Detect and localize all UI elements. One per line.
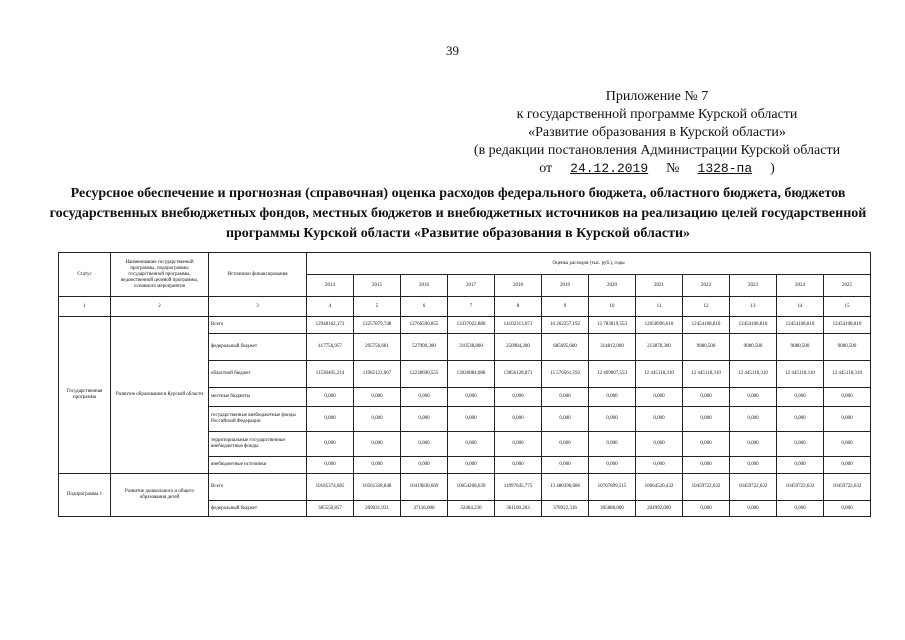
- row-funding-source: местные бюджеты: [209, 388, 307, 407]
- row-value-cell: 0,000: [730, 407, 777, 432]
- table-row: [59, 474, 871, 501]
- row-value-cell: 10185374,685: [307, 474, 354, 501]
- annex-line-3: «Развитие образования в Курской области»: [528, 125, 786, 140]
- row-value-cell: 10459722,632: [777, 474, 824, 501]
- row-value-cell: 12454108,810: [683, 317, 730, 334]
- row-value-cell: 13856128,871: [495, 361, 542, 388]
- row-value-cell: 9080,500: [730, 334, 777, 361]
- row-value-cell: 305888,800: [589, 501, 636, 517]
- row-value-cell: 0,000: [401, 407, 448, 432]
- row-value-cell: 0,000: [730, 388, 777, 407]
- row-value-cell: 0,000: [307, 457, 354, 474]
- row-value-cell: 0,000: [683, 407, 730, 432]
- row-value-cell: 10664520,432: [636, 474, 683, 501]
- row-value-cell: 12658996,610: [636, 317, 683, 334]
- row-value-cell: 0,000: [777, 407, 824, 432]
- row-value-cell: 0,000: [636, 457, 683, 474]
- row-value-cell: 314812,000: [589, 334, 636, 361]
- row-value-cell: 0,000: [589, 388, 636, 407]
- row-value-cell: 0,000: [777, 457, 824, 474]
- row-value-cell: 0,000: [589, 432, 636, 457]
- row-value-cell: 12238690,555: [401, 361, 448, 388]
- row-value-cell: 12 445118,310: [730, 361, 777, 388]
- column-index: 9: [542, 297, 589, 317]
- annex-date-line: [447, 160, 867, 178]
- column-index: 13: [730, 297, 777, 317]
- header-year: 2015: [354, 275, 401, 297]
- row-value-cell: 9080,500: [777, 334, 824, 361]
- row-value-cell: 0,000: [354, 388, 401, 407]
- header-source: Источники финансирования: [209, 253, 307, 297]
- row-value-cell: 10459722,632: [730, 474, 777, 501]
- row-funding-source: областной бюджет: [209, 361, 307, 388]
- row-value-cell: 0,000: [777, 501, 824, 517]
- row-value-cell: 9080,500: [824, 334, 871, 361]
- funding-table: [58, 252, 871, 517]
- row-value-cell: 0,000: [542, 407, 589, 432]
- row-value-cell: 0,000: [354, 457, 401, 474]
- row-value-cell: 0,000: [542, 388, 589, 407]
- column-index: 7: [448, 297, 495, 317]
- header-year: 2019: [542, 275, 589, 297]
- annex-header: [447, 88, 867, 178]
- row-value-cell: 12257879,748: [354, 317, 401, 334]
- column-index: 12: [683, 297, 730, 317]
- row-value-cell: 16 262257,192: [542, 317, 589, 334]
- row-value-cell: 13337022,880: [448, 317, 495, 334]
- decree-date: 24.12.2019: [570, 161, 649, 176]
- row-status: Государственная программа: [59, 317, 111, 474]
- row-funding-source: Всего: [209, 474, 307, 501]
- header-year: 2017: [448, 275, 495, 297]
- row-value-cell: 12454108,810: [777, 317, 824, 334]
- row-value-cell: 14102313,071: [495, 317, 542, 334]
- row-value-cell: 0,000: [683, 388, 730, 407]
- decree-number: 1328-па: [697, 161, 753, 176]
- row-value-cell: 12766590,855: [401, 317, 448, 334]
- row-value-cell: 0,000: [401, 432, 448, 457]
- date-prefix: от: [539, 161, 553, 176]
- row-value-cell: 0,000: [730, 457, 777, 474]
- row-value-cell: 250984,200: [495, 334, 542, 361]
- row-value-cell: 378922,316: [542, 501, 589, 517]
- row-value-cell: 10459722,632: [683, 474, 730, 501]
- row-value-cell: 10561328,848: [354, 474, 401, 501]
- row-value-cell: 213878,300: [636, 334, 683, 361]
- row-value-cell: 269031,931: [354, 501, 401, 517]
- row-value-cell: 12 783819,553: [589, 317, 636, 334]
- row-value-cell: 0,000: [683, 501, 730, 517]
- row-value-cell: 0,000: [589, 457, 636, 474]
- row-value-cell: 12 445118,310: [824, 361, 871, 388]
- header-year: 2016: [401, 275, 448, 297]
- row-value-cell: 0,000: [401, 457, 448, 474]
- row-value-cell: 13026084,088: [448, 361, 495, 388]
- document-title: Ресурсное обеспечение и прогнозная (справочная) оценка расходов федерального бюджета, областного бюджета, бюджетов государственных внебюджетных фондов, местных бюджетов и внебюджетных источников на реализацию целей государственной программы Курской области «Развитие образования в Курской области»: [49, 186, 867, 241]
- header-year: 2018: [495, 275, 542, 297]
- row-value-cell: 15 576561,592: [542, 361, 589, 388]
- row-value-cell: 11997645,775: [495, 474, 542, 501]
- row-value-cell: 12454108,810: [730, 317, 777, 334]
- row-value-cell: 12 445118,310: [683, 361, 730, 388]
- row-value-cell: 12454108,810: [824, 317, 871, 334]
- row-value-cell: 0,000: [824, 407, 871, 432]
- row-value-cell: 361100,263: [495, 501, 542, 517]
- row-value-cell: 0,000: [824, 432, 871, 457]
- column-index: 4: [307, 297, 354, 317]
- row-value-cell: 0,000: [495, 407, 542, 432]
- row-value-cell: 0,000: [401, 388, 448, 407]
- row-program-name: Развитие образования в Курской области: [111, 317, 209, 474]
- closing-paren: ): [770, 161, 775, 176]
- row-value-cell: 12948162,173: [307, 317, 354, 334]
- row-funding-source: федеральный бюджет: [209, 501, 307, 517]
- header-year: 2022: [683, 275, 730, 297]
- row-value-cell: 0,000: [824, 388, 871, 407]
- row-value-cell: 385550,857: [307, 501, 354, 517]
- header-name: Наименование государственной программы, подпрограммы государственной программы, ведомственной целевой программы, основного мероприятия: [111, 253, 209, 297]
- row-value-cell: 11530405,214: [307, 361, 354, 388]
- column-index: 1: [59, 297, 111, 317]
- row-value-cell: 0,000: [777, 388, 824, 407]
- annex-line-4: (в редакции постановления Администрации Курской области: [473, 143, 841, 158]
- row-value-cell: 527900,300: [401, 334, 448, 361]
- row-value-cell: 10654268,639: [448, 474, 495, 501]
- column-index: 11: [636, 297, 683, 317]
- row-value-cell: 32464,230: [448, 501, 495, 517]
- row-funding-source: государственные внебюджетные фонды Российской Федерации: [209, 407, 307, 432]
- row-value-cell: 12 445118,310: [777, 361, 824, 388]
- row-value-cell: 9080,500: [683, 334, 730, 361]
- column-index: 5: [354, 297, 401, 317]
- row-funding-source: Всего: [209, 317, 307, 334]
- header-year: 2014: [307, 275, 354, 297]
- row-value-cell: 0,000: [777, 432, 824, 457]
- row-value-cell: 0,000: [354, 432, 401, 457]
- column-index: 2: [111, 297, 209, 317]
- row-value-cell: 0,000: [636, 432, 683, 457]
- column-index: 6: [401, 297, 448, 317]
- annex-line-2: к государственной программе Курской области: [516, 107, 798, 122]
- row-value-cell: 310538,800: [448, 334, 495, 361]
- row-value-cell: 295756,681: [354, 334, 401, 361]
- header-year: 2024: [777, 275, 824, 297]
- header-estimate: Оценка расходов (тыс. руб.), годы: [307, 253, 871, 275]
- row-value-cell: 0,000: [307, 432, 354, 457]
- number-prefix: №: [666, 161, 680, 176]
- row-value-cell: 0,000: [354, 407, 401, 432]
- row-value-cell: 13 480396,686: [542, 474, 589, 501]
- header-year: 2023: [730, 275, 777, 297]
- row-value-cell: 0,000: [448, 432, 495, 457]
- row-value-cell: 0,000: [824, 457, 871, 474]
- row-value-cell: 0,000: [636, 388, 683, 407]
- column-index: 10: [589, 297, 636, 317]
- header-year: 2021: [636, 275, 683, 297]
- header-year: 2020: [589, 275, 636, 297]
- annex-line-1: Приложение № 7: [605, 89, 709, 104]
- row-value-cell: 0,000: [542, 432, 589, 457]
- column-index: 8: [495, 297, 542, 317]
- row-funding-source: внебюджетные источники: [209, 457, 307, 474]
- row-value-cell: 0,000: [730, 432, 777, 457]
- column-index: 14: [777, 297, 824, 317]
- row-value-cell: 12 445118,310: [636, 361, 683, 388]
- row-program-name: Развитие дошкольного и общего образования детей: [111, 474, 209, 517]
- row-value-cell: 0,000: [683, 432, 730, 457]
- header-status: Статус: [59, 253, 111, 297]
- row-funding-source: федеральный бюджет: [209, 334, 307, 361]
- row-value-cell: 10419830,669: [401, 474, 448, 501]
- row-value-cell: 0,000: [495, 432, 542, 457]
- column-index-row: [59, 297, 871, 317]
- row-value-cell: 0,000: [307, 407, 354, 432]
- row-value-cell: 0,000: [495, 388, 542, 407]
- row-value-cell: 12 469007,553: [589, 361, 636, 388]
- column-index: 3: [209, 297, 307, 317]
- row-value-cell: 0,000: [683, 457, 730, 474]
- row-status: Подпрограмма 1: [59, 474, 111, 517]
- column-index: 15: [824, 297, 871, 317]
- page-number: 39: [446, 43, 459, 58]
- row-value-cell: 0,000: [448, 407, 495, 432]
- row-value-cell: 0,000: [448, 457, 495, 474]
- row-value-cell: 10767899,515: [589, 474, 636, 501]
- row-value-cell: 417756,957: [307, 334, 354, 361]
- row-value-cell: 0,000: [730, 501, 777, 517]
- row-value-cell: 685695,600: [542, 334, 589, 361]
- row-value-cell: 0,000: [824, 501, 871, 517]
- row-value-cell: 0,000: [448, 388, 495, 407]
- row-value-cell: 0,000: [495, 457, 542, 474]
- row-value-cell: 0,000: [636, 407, 683, 432]
- row-value-cell: 0,000: [589, 407, 636, 432]
- row-value-cell: 37116,000: [401, 501, 448, 517]
- header-year: 2025: [824, 275, 871, 297]
- row-value-cell: 204992,000: [636, 501, 683, 517]
- row-value-cell: 11962123,067: [354, 361, 401, 388]
- row-value-cell: 0,000: [542, 457, 589, 474]
- row-funding-source: территориальные государственные внебюджетные фонды: [209, 432, 307, 457]
- row-value-cell: 0,000: [307, 388, 354, 407]
- table-row: [59, 317, 871, 334]
- row-value-cell: 10459722,632: [824, 474, 871, 501]
